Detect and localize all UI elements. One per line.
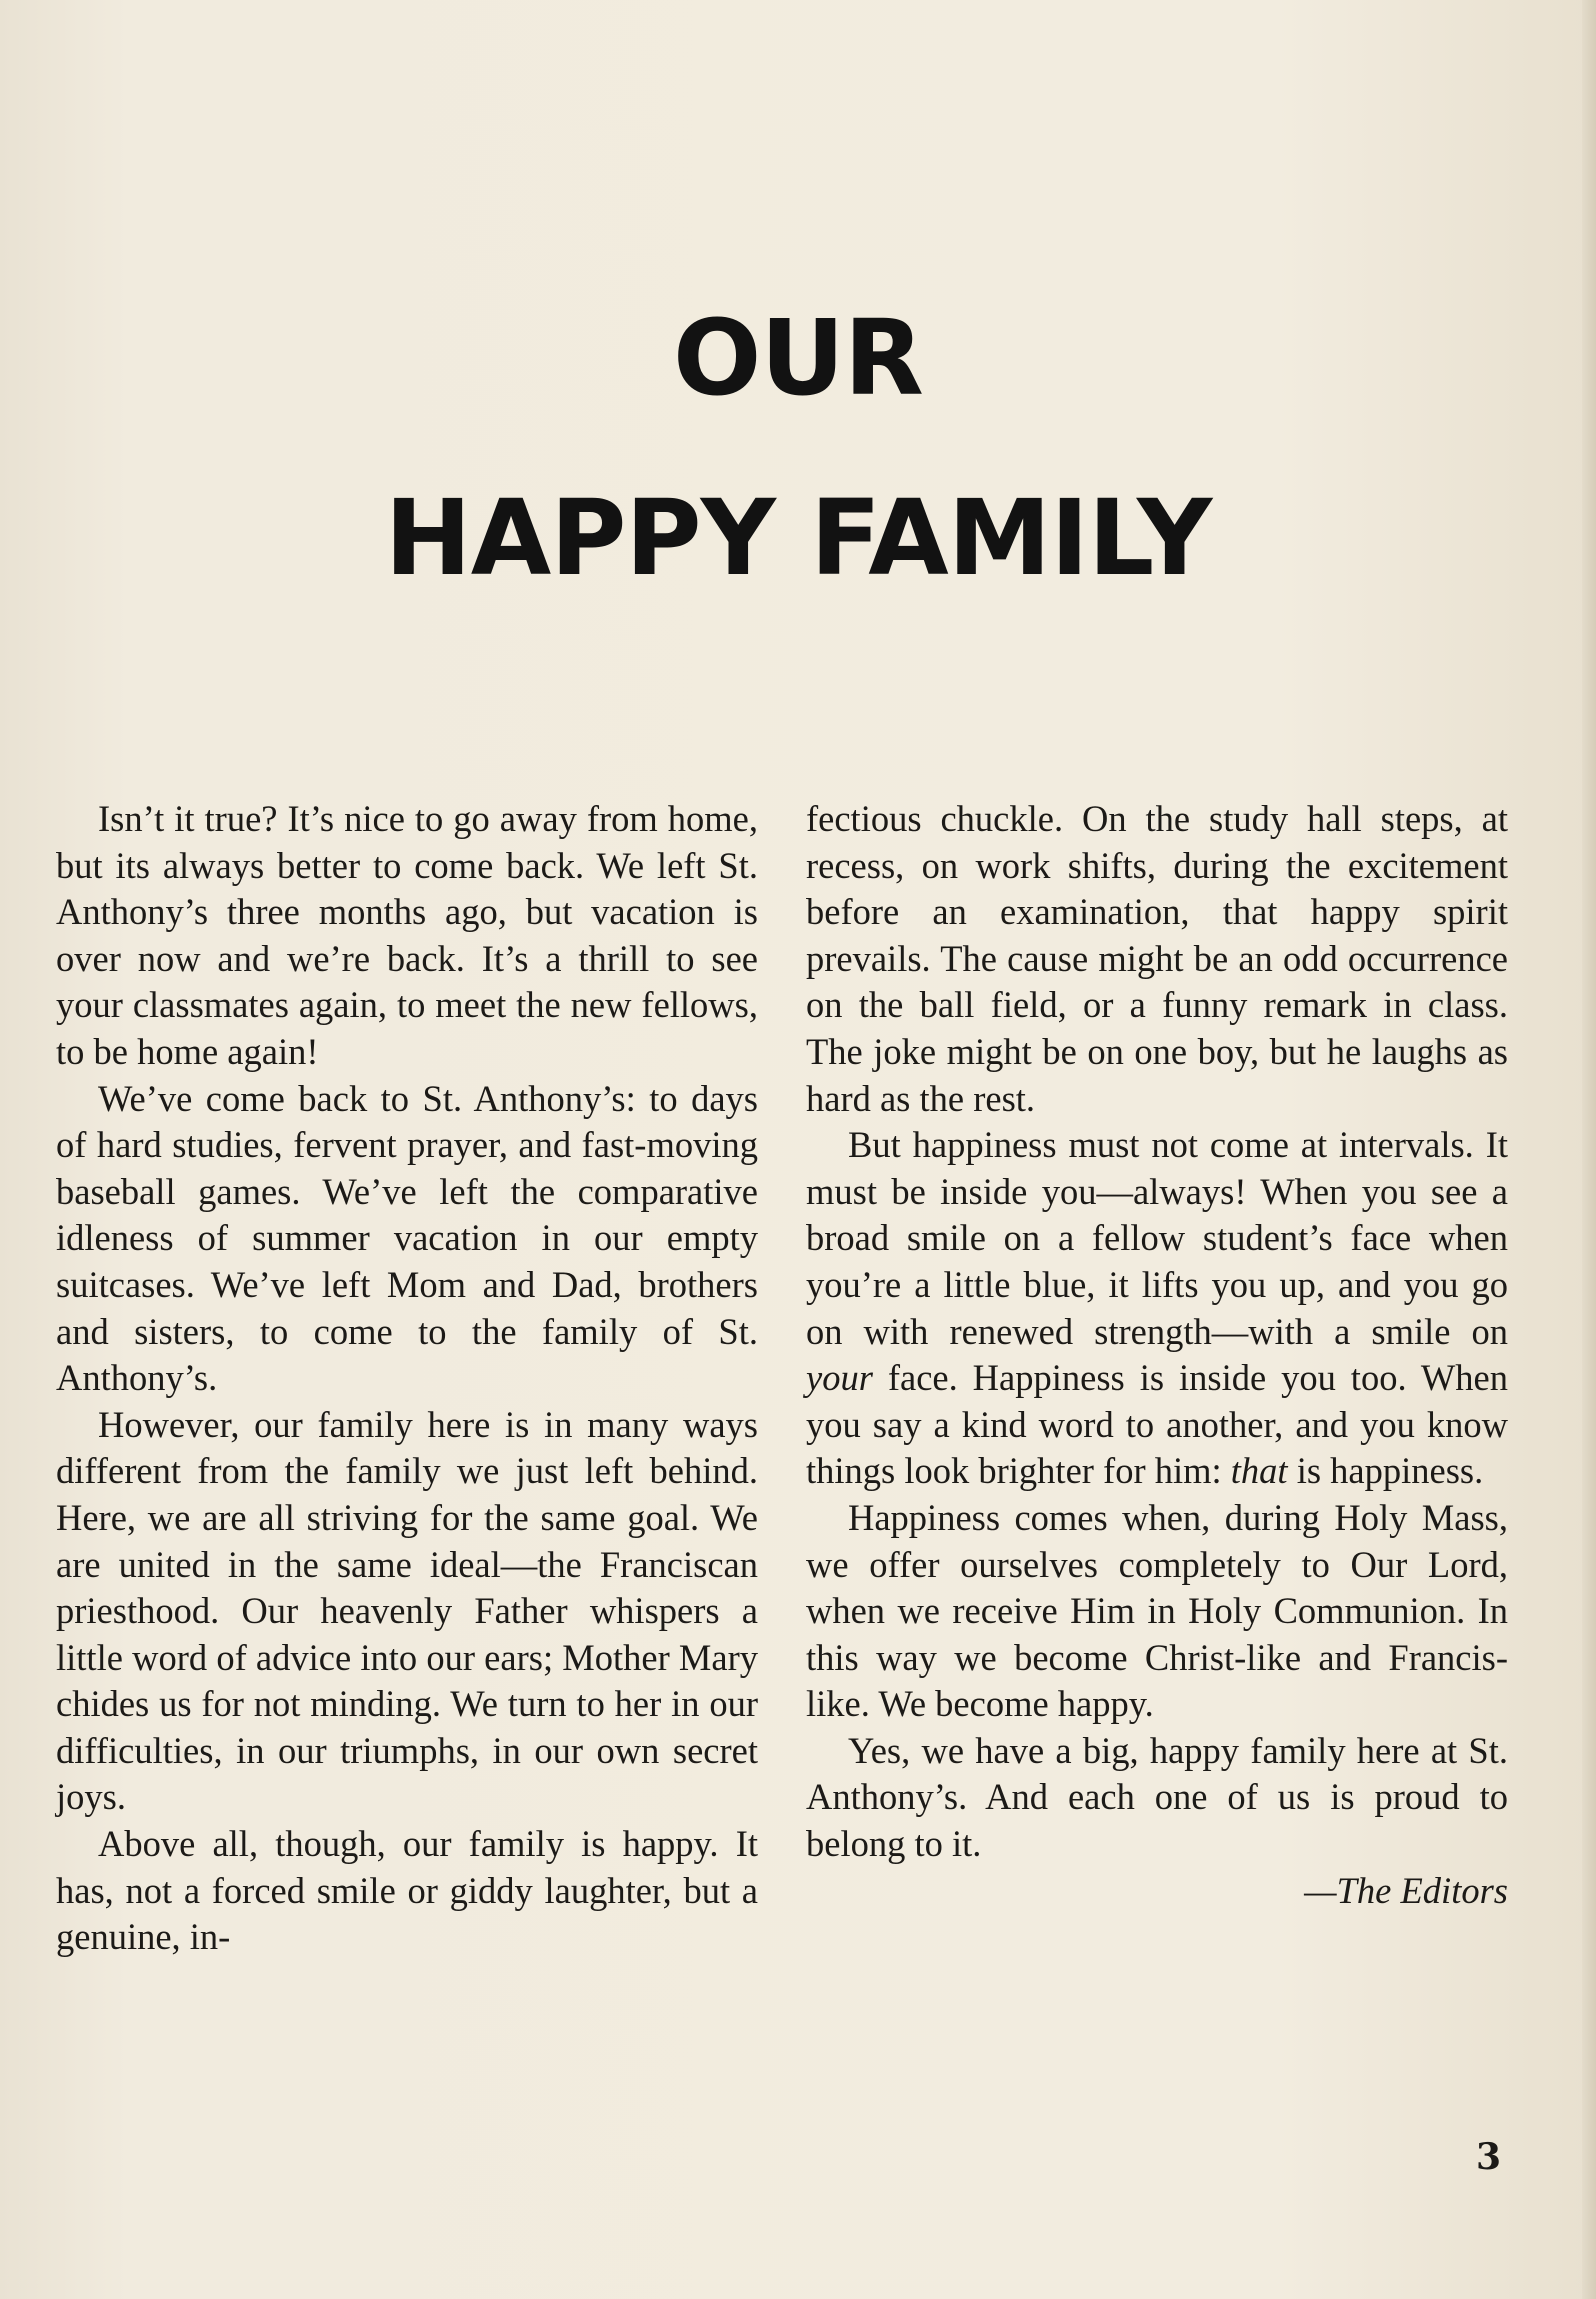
paragraph: Above all, though, our family is happy. It has, not a forced smile or giddy laughter, but a genuine, in-: [56, 1823, 758, 1958]
paragraph: Happiness comes when, during Holy Mass, we offer ourselves completely to Our Lord, when we receive Him in Holy Communion. In this way we become Christ-like and Francis-like. We become happy.: [806, 1496, 1508, 1725]
page-number: 3: [1476, 2136, 1502, 2178]
paragraph: Yes, we have a big, happy family here at St. Anthony’s. And each one of us is proud to belong to it.: [806, 1729, 1508, 1865]
paragraph: fectious chuckle. On the study hall steps, at recess, on work shifts, during the excitement before an examination, that happy spirit prevails. The cause might be an odd occurrence on the ball field, or a funny remark in class. The joke might be on one boy, but he laughs as hard as the rest.: [806, 798, 1508, 1119]
right-column: [806, 796, 1508, 1914]
paragraph: However, our family here is in many ways different from the family we just left behind. Here, we are all striving for the same goal. We are united in the same ideal—the Franciscan priesthood. Our heavenly Father whispers a little word of advice into our ears; Mother Mary chides us for not minding. We turn to her in our difficulties, in our triumphs, in our own secret joys.: [56, 1403, 758, 1818]
text-run: But happiness must not come at intervals. It must be inside you—always! When you see a broad smile on a fellow student’s face when you’re a little blue, it lifts you up, and you go on with renewed strength—with a smile on: [806, 1124, 1508, 1352]
title-line-1: OUR: [673, 297, 923, 419]
emphasis: that: [1230, 1450, 1288, 1492]
signature: —The Editors: [1304, 1869, 1508, 1911]
left-column: [56, 796, 758, 1961]
text-run: face. Happiness is inside you too. When you say a kind word to another, and you know things look brighter for him:: [806, 1357, 1509, 1492]
emphasis: your: [806, 1357, 873, 1399]
paragraph: Isn’t it true? It’s nice to go away from home, but its always better to come back. We left St. Anthony’s three months ago, but vacation is over now and we’re back. It’s a thrill to see your classmates again, to meet the new fellows, to be home again!: [56, 798, 758, 1072]
paragraph: We’ve come back to St. Anthony’s: to days of hard studies, fervent prayer, and fast-moving baseball games. We’ve left the comparative idleness of summer vacation in our empty suitcases. We’ve left Mom and Dad, brothers and sisters, to come to the family of St. Anthony’s.: [56, 1077, 758, 1399]
title-line-2: HAPPY FAMILY: [384, 477, 1212, 599]
paragraph: [806, 1122, 1508, 1495]
text-run: is happiness.: [1296, 1450, 1484, 1492]
